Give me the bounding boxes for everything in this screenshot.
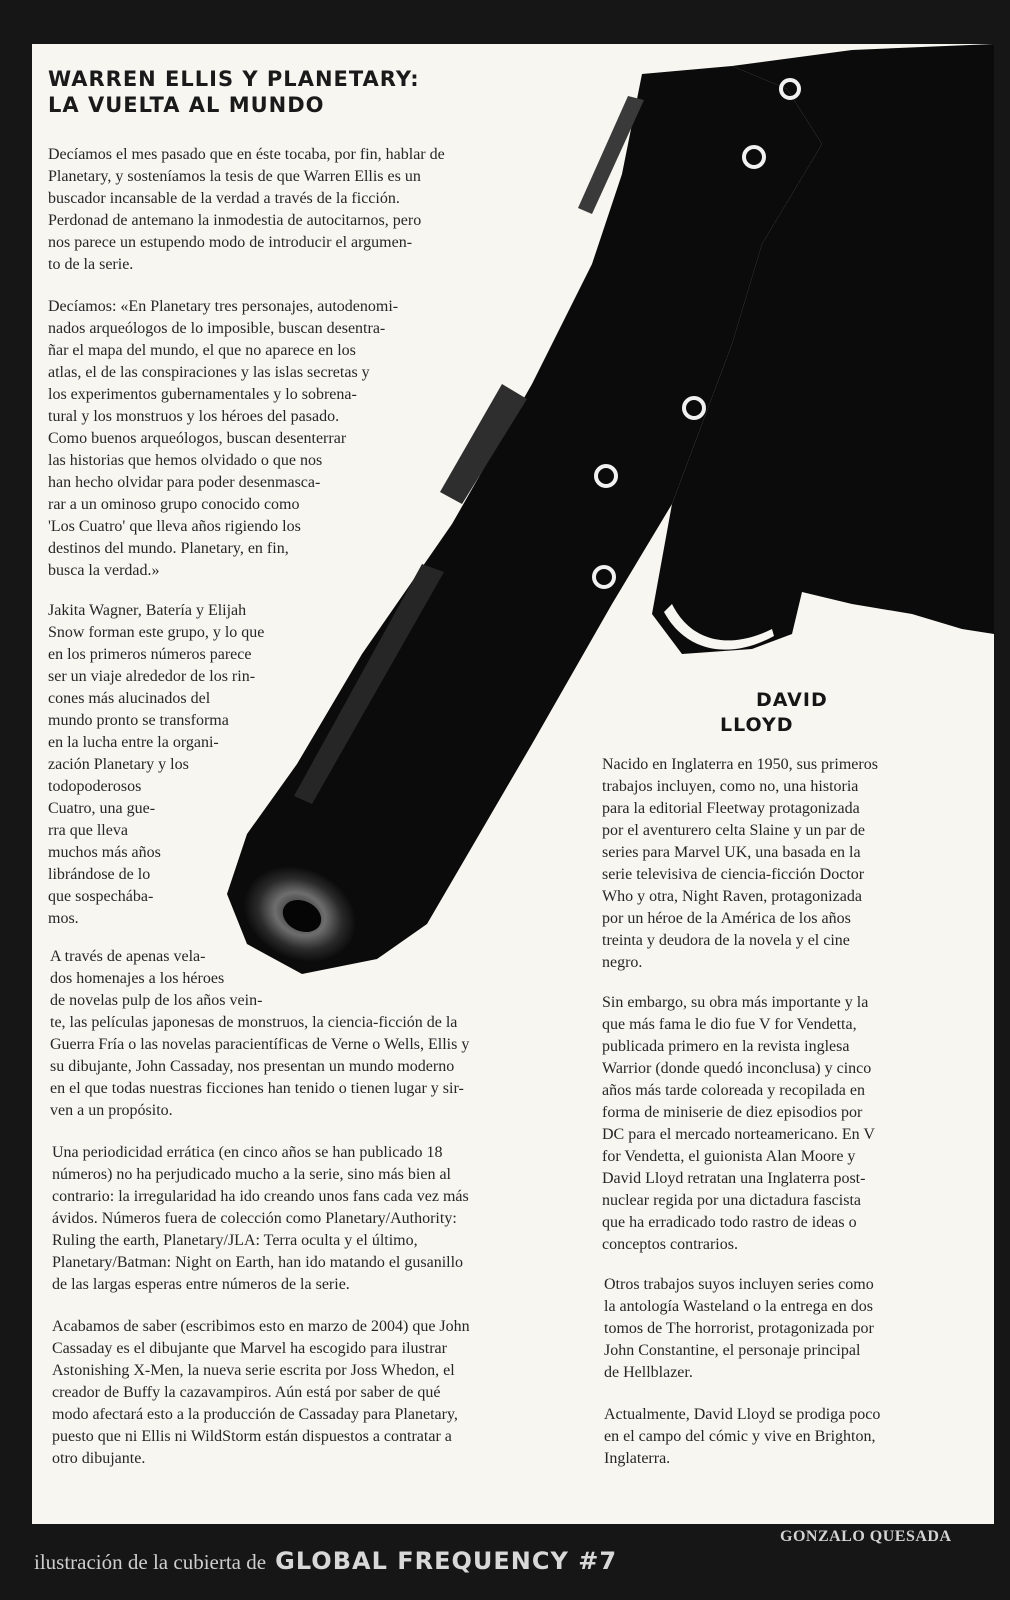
text-line: librándose de lo bbox=[48, 866, 151, 883]
text-line: A través de apenas vela- bbox=[50, 948, 206, 965]
text-line: DC para el mercado norteamericano. En V bbox=[602, 1126, 875, 1143]
text-line: Warrior (donde quedó inconclusa) y cinco bbox=[602, 1060, 872, 1077]
article-paragraph-4 bbox=[50, 946, 469, 1122]
text-line: nados arqueólogos de lo imposible, buscan desentra- bbox=[48, 320, 386, 337]
text-line: Una periodicidad errática (en cinco años se han publicado 18 bbox=[52, 1144, 443, 1161]
text-line: publicada primero en la revista inglesa bbox=[602, 1038, 850, 1055]
text-line: mundo pronto se transforma bbox=[48, 712, 229, 729]
sidebar-paragraph-2 bbox=[602, 992, 875, 1256]
text-line: números) no ha perjudicado mucho a la serie, sino más bien al bbox=[52, 1166, 451, 1183]
author-byline: GONZALO QUESADA bbox=[780, 1528, 952, 1545]
text-line: en los primeros números parece bbox=[48, 646, 252, 663]
text-line: creador de Buffy la cazavampiros. Aún está por saber de qué bbox=[52, 1384, 441, 1401]
sidebar-paragraph-4 bbox=[604, 1404, 880, 1470]
text-line: Who y otra, Night Raven, protagonizada bbox=[602, 888, 862, 905]
text-line: Decíamos el mes pasado que en éste tocaba, por fin, hablar de bbox=[48, 146, 445, 163]
text-line: puesto que ni Ellis ni WildStorm están dispuestos a contratar a bbox=[52, 1428, 452, 1445]
text-line: en el campo del cómic y vive en Brighton, bbox=[604, 1428, 876, 1445]
sidebar-heading bbox=[720, 688, 828, 738]
text-line: los experimentos gubernamentales y lo sobrena- bbox=[48, 386, 357, 403]
text-line: zación Planetary y los bbox=[48, 756, 189, 773]
text-line: contrario: la irregularidad ha ido creando unos fans cada vez más bbox=[52, 1188, 469, 1205]
text-line: forma de miniserie de diez episodios por bbox=[602, 1104, 863, 1121]
text-line: Planetary, y sosteníamos la tesis de que Warren Ellis es un bbox=[48, 168, 421, 185]
text-line: nuclear regida por una dictadura fascista bbox=[602, 1192, 861, 1209]
text-line: Planetary/Batman: Night on Earth, han ido matando el gusanillo bbox=[52, 1254, 464, 1271]
text-line: de novelas pulp de los años vein- bbox=[50, 992, 263, 1009]
text-line: modo afectará esto a la producción de Cassaday para Planetary, bbox=[52, 1406, 458, 1423]
text-line: conceptos contrarios. bbox=[602, 1236, 738, 1253]
text-line: Otros trabajos suyos incluyen series como bbox=[604, 1276, 874, 1293]
text-line: destinos del mundo. Planetary, en fin, bbox=[48, 540, 289, 557]
text-line: dos homenajes a los héroes bbox=[50, 970, 225, 987]
cover-credit-label: ilustración de la cubierta de bbox=[34, 1550, 267, 1574]
text-line: años más tarde coloreada y recopilada en bbox=[602, 1082, 865, 1099]
text-line: serie televisiva de ciencia-ficción Doctor bbox=[602, 866, 865, 883]
text-line: to de la serie. bbox=[48, 256, 134, 273]
text-line: Astonishing X-Men, la nueva serie escrita por Joss Whedon, el bbox=[52, 1362, 455, 1379]
text-line: Como buenos arqueólogos, buscan desenterrar bbox=[48, 430, 347, 447]
cover-credit-title: GLOBAL FREQUENCY #7 bbox=[275, 1547, 618, 1575]
text-line: que más fama le dio fue V for Vendetta, bbox=[602, 1016, 857, 1033]
text-line: ser un viaje alrededor de los rin- bbox=[48, 668, 256, 685]
article-title bbox=[48, 66, 420, 118]
text-line: Nacido en Inglaterra en 1950, sus primeros bbox=[602, 756, 878, 773]
text-line: Acabamos de saber (escribimos esto en marzo de 2004) que John bbox=[52, 1318, 470, 1335]
text-line: su dibujante, John Cassaday, nos presentan un mundo moderno bbox=[50, 1058, 455, 1075]
text-line: la antología Wasteland o la entrega en dos bbox=[604, 1298, 873, 1315]
text-line: nos parece un estupendo modo de introducir el argumen- bbox=[48, 234, 413, 251]
text-line: Cuatro, una gue- bbox=[48, 800, 156, 817]
text-line: series para Marvel UK, una basada en la bbox=[602, 844, 861, 861]
text-line: en la lucha entre la organi- bbox=[48, 734, 219, 751]
title-line-2: LA VUELTA AL MUNDO bbox=[48, 93, 325, 117]
text-line: buscador incansable de la verdad a través de la ficción. bbox=[48, 190, 400, 207]
article-paragraph-3 bbox=[48, 600, 264, 930]
text-line: ñar el mapa del mundo, el que no aparece en los bbox=[48, 342, 356, 359]
text-line: rra que lleva bbox=[48, 822, 128, 839]
text-line: por un héroe de la América de los años bbox=[602, 910, 851, 927]
sidebar-paragraph-3 bbox=[604, 1274, 874, 1384]
text-line: Inglaterra. bbox=[604, 1450, 671, 1467]
text-line: for Vendetta, el guionista Alan Moore y bbox=[602, 1148, 856, 1165]
text-line: que ha erradicado todo rastro de ideas o bbox=[602, 1214, 857, 1231]
text-line: trabajos incluyen, como no, una historia bbox=[602, 778, 859, 795]
text-line: Decíamos: «En Planetary tres personajes, autodenomi- bbox=[48, 298, 399, 315]
text-line: de Hellblazer. bbox=[604, 1364, 693, 1381]
text-line: Sin embargo, su obra más importante y la bbox=[602, 994, 869, 1011]
sidebar-heading-line-2: LLOYD bbox=[720, 714, 794, 736]
sidebar-paragraph-1 bbox=[602, 754, 878, 974]
article-paragraph-1 bbox=[48, 144, 445, 276]
cover-credit bbox=[34, 1547, 617, 1575]
text-line: por el aventurero celta Slaine y un par de bbox=[602, 822, 865, 839]
text-line: de las largas esperas entre números de la serie. bbox=[52, 1276, 350, 1293]
text-line: Guerra Fría o las novelas paracientíficas de Verne o Wells, Ellis y bbox=[50, 1036, 470, 1053]
article-paragraph-6 bbox=[52, 1316, 470, 1470]
text-line: para la editorial Fleetway protagonizada bbox=[602, 800, 860, 817]
text-line: Actualmente, David Lloyd se prodiga poco bbox=[604, 1406, 881, 1423]
title-line-1: WARREN ELLIS Y PLANETARY: bbox=[48, 67, 420, 91]
text-line: otro dibujante. bbox=[52, 1450, 146, 1467]
text-line: las historias que hemos olvidado o que nos bbox=[48, 452, 323, 469]
text-line: rar a un ominoso grupo conocido como bbox=[48, 496, 300, 513]
text-line: Snow forman este grupo, y lo que bbox=[48, 624, 265, 641]
text-line: David Lloyd retratan una Inglaterra post- bbox=[602, 1170, 866, 1187]
text-line: todopoderosos bbox=[48, 778, 142, 795]
text-line: treinta y deudora de la novela y el cine bbox=[602, 932, 850, 949]
text-line: mos. bbox=[48, 910, 79, 927]
text-line: Perdonad de antemano la inmodestia de autocitarnos, pero bbox=[48, 212, 422, 229]
text-line: Cassaday es el dibujante que Marvel ha escogido para ilustrar bbox=[52, 1340, 447, 1357]
text-line: tomos de The horrorist, protagonizada por bbox=[604, 1320, 874, 1337]
text-line: atlas, el de las conspiraciones y las islas secretas y bbox=[48, 364, 370, 381]
text-line: en el que todas nuestras ficciones han tenido o tienen lugar y sir- bbox=[50, 1080, 464, 1097]
article-paragraph-5 bbox=[52, 1142, 469, 1296]
text-line: te, las películas japonesas de monstruos, la ciencia-ficción de la bbox=[50, 1014, 458, 1031]
sidebar-heading-line-1: DAVID bbox=[756, 689, 828, 711]
text-line: ven a un propósito. bbox=[50, 1102, 173, 1119]
text-line: cones más alucinados del bbox=[48, 690, 211, 707]
text-line: tural y los monstruos y los héroes del pasado. bbox=[48, 408, 340, 425]
article-paragraph-2 bbox=[48, 296, 398, 582]
text-line: busca la verdad.» bbox=[48, 562, 160, 579]
text-line: Jakita Wagner, Batería y Elijah bbox=[48, 602, 247, 619]
text-line: muchos más años bbox=[48, 844, 161, 861]
text-line: 'Los Cuatro' que lleva años rigiendo los bbox=[48, 518, 301, 535]
text-line: John Constantine, el personaje principal bbox=[604, 1342, 861, 1359]
text-line: que sospechába- bbox=[48, 888, 154, 905]
text-line: Ruling the earth, Planetary/JLA: Terra oculta y el último, bbox=[52, 1232, 418, 1249]
magazine-page bbox=[32, 44, 994, 1524]
text-line: ávidos. Números fuera de colección como Planetary/Authority: bbox=[52, 1210, 457, 1227]
text-line: negro. bbox=[602, 954, 643, 971]
text-line: han hecho olvidar para poder desenmasca- bbox=[48, 474, 321, 491]
